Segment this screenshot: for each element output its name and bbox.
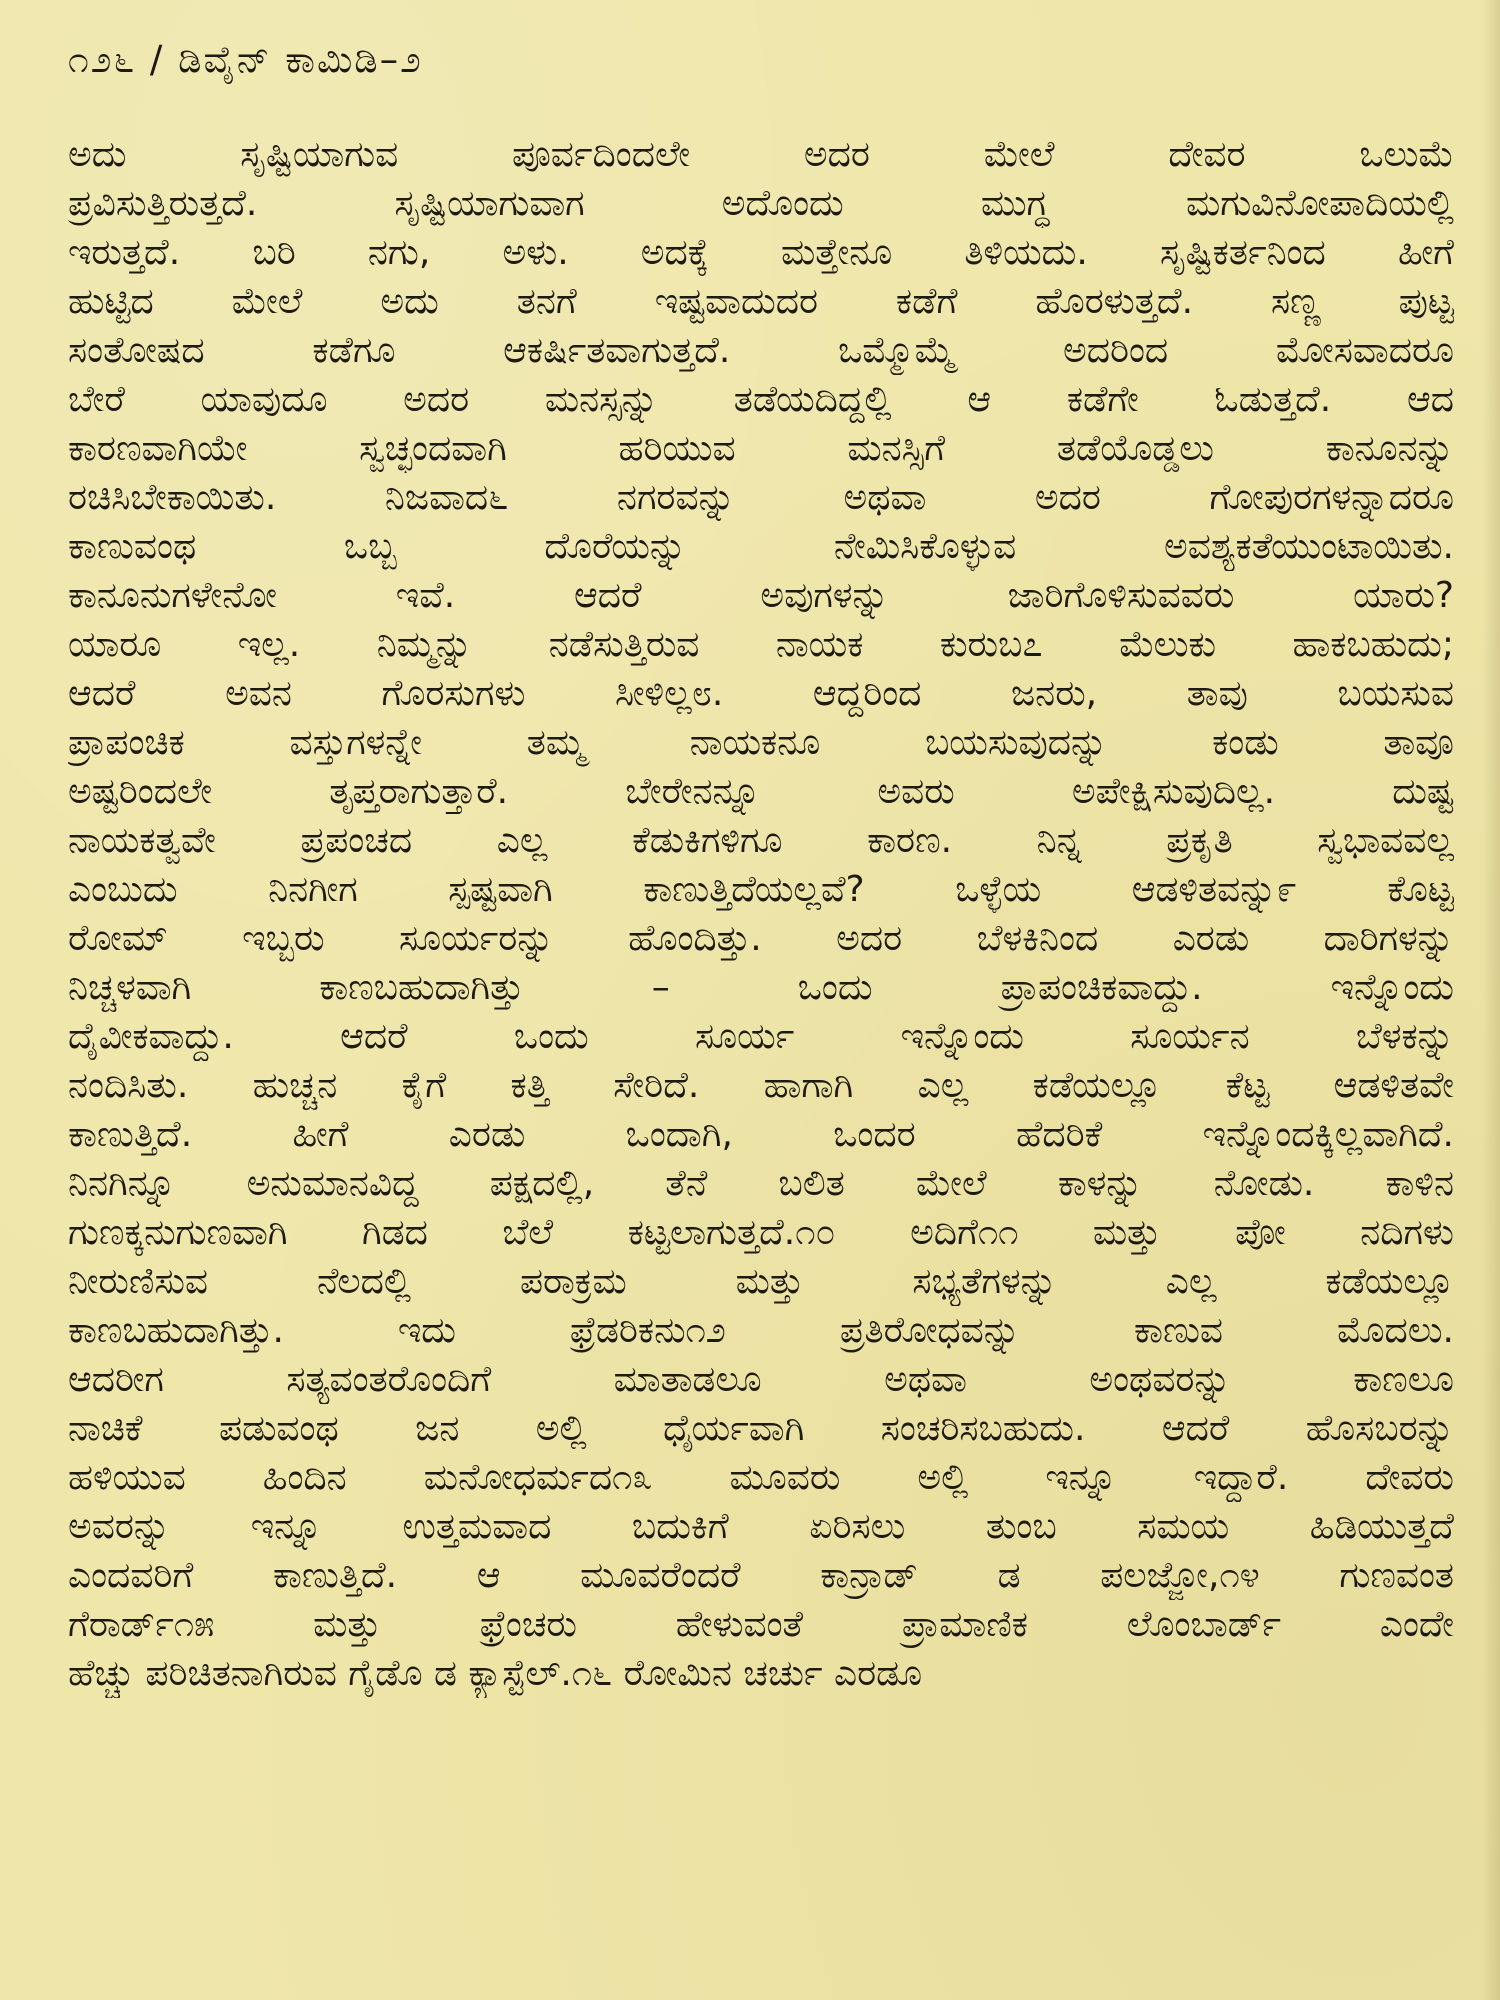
text-line: ಕಾರಣವಾಗಿಯೇ ಸ್ವಚ್ಛಂದವಾಗಿ ಹರಿಯುವ ಮನಸ್ಸಿಗೆ ತಡೆಯೊಡ್ಡಲು ಕಾನೂನನ್ನು bbox=[68, 428, 1454, 469]
text-line: ಹಳಿಯುವ ಹಿಂದಿನ ಮನೋಧರ್ಮದ೧೩ ಮೂವರು ಅಲ್ಲಿ ಇನ್ನೂ ಇದ್ದಾರೆ. ದೇವರು bbox=[68, 1457, 1454, 1498]
text-line: ಹುಟ್ಟಿದ ಮೇಲೆ ಅದು ತನಗೆ ಇಷ್ಟವಾದುದರ ಕಡೆಗೆ ಹೊರಳುತ್ತದೆ. ಸಣ್ಣ ಪುಟ್ಟ bbox=[68, 281, 1454, 322]
text-line: ನೀರುಣಿಸುವ ನೆಲದಲ್ಲಿ ಪರಾಕ್ರಮ ಮತ್ತು ಸಭ್ಯತೆಗಳನ್ನು ಎಲ್ಲ ಕಡೆಯಲ್ಲೂ bbox=[68, 1261, 1454, 1302]
text-line: ನಾಯಕತ್ವವೇ ಪ್ರಪಂಚದ ಎಲ್ಲ ಕೆಡುಕಿಗಳಿಗೂ ಕಾರಣ. ನಿನ್ನ ಪ್ರಕೃತಿ ಸ್ವಭಾವವಲ್ಲ bbox=[68, 820, 1454, 861]
text-line: ಗುಣಕ್ಕನುಗುಣವಾಗಿ ಗಿಡದ ಬೆಲೆ ಕಟ್ಟಲಾಗುತ್ತದೆ.೧೦ ಅದಿಗೆ೧೧ ಮತ್ತು ಪೋ ನದಿಗಳು bbox=[68, 1212, 1454, 1253]
text-line: ನಂದಿಸಿತು. ಹುಚ್ಚನ ಕೈಗೆ ಕತ್ತಿ ಸೇರಿದೆ. ಹಾಗಾಗಿ ಎಲ್ಲ ಕಡೆಯಲ್ಲೂ ಕೆಟ್ಟ ಆಡಳಿತವೇ bbox=[68, 1065, 1454, 1106]
text-line: ನಾಚಿಕೆ ಪಡುವಂಥ ಜನ ಅಲ್ಲಿ ಧೈರ್ಯವಾಗಿ ಸಂಚರಿಸಬಹುದು. ಆದರೆ ಹೊಸಬರನ್ನು bbox=[68, 1408, 1454, 1449]
text-line: ಆದರೀಗ ಸತ್ಯವಂತರೊಂದಿಗೆ ಮಾತಾಡಲೂ ಅಥವಾ ಅಂಥವರನ್ನು ಕಾಣಲೂ bbox=[68, 1359, 1454, 1400]
body-text bbox=[68, 130, 1454, 1698]
text-line: ಪ್ರಾಪಂಚಿಕ ವಸ್ತುಗಳನ್ನೇ ತಮ್ಮ ನಾಯಕನೂ ಬಯಸುವುದನ್ನು ಕಂಡು ತಾವೂ bbox=[68, 722, 1454, 763]
text-line: ಬೇರೆ ಯಾವುದೂ ಅದರ ಮನಸ್ಸನ್ನು ತಡೆಯದಿದ್ದಲ್ಲಿ ಆ ಕಡೆಗೇ ಓಡುತ್ತದೆ. ಆದ bbox=[68, 379, 1454, 420]
text-line: ಸಂತೋಷದ ಕಡೆಗೂ ಆಕರ್ಷಿತವಾಗುತ್ತದೆ. ಒಮ್ಮೊಮ್ಮೆ ಅದರಿಂದ ಮೋಸವಾದರೂ bbox=[68, 330, 1454, 371]
text-line: ಆದರೆ ಅವನ ಗೊರಸುಗಳು ಸೀಳಿಲ್ಲ೮. ಆದ್ದರಿಂದ ಜನರು, ತಾವು ಬಯಸುವ bbox=[68, 673, 1454, 714]
text-line: ಹೆಚ್ಚು ಪರಿಚಿತನಾಗಿರುವ ಗೈಡೊ ಡ ಕ್ಯಾಸ್ಟೆಲ್.೧೬ ರೋಮಿನ ಚರ್ಚು ಎರಡೂ bbox=[68, 1653, 923, 1694]
text-line: ನಿನಗಿನ್ನೂ ಅನುಮಾನವಿದ್ದ ಪಕ್ಷದಲ್ಲಿ, ತೆನೆ ಬಲಿತ ಮೇಲೆ ಕಾಳನ್ನು ನೋಡು. ಕಾಳಿನ bbox=[68, 1163, 1454, 1204]
text-line: ಎಂಬುದು ನಿನಗೀಗ ಸ್ಪಷ್ಟವಾಗಿ ಕಾಣುತ್ತಿದೆಯಲ್ಲವೆ? ಒಳ್ಳೆಯ ಆಡಳಿತವನ್ನು೯ ಕೊಟ್ಟ bbox=[68, 869, 1454, 910]
text-line: ಕಾಣಬಹುದಾಗಿತ್ತು. ಇದು ಫ್ರೆಡರಿಕನು೧೨ ಪ್ರತಿರೋಧವನ್ನು ಕಾಣುವ ಮೊದಲು. bbox=[68, 1310, 1454, 1351]
text-line: ದೈವೀಕವಾದ್ದು. ಆದರೆ ಒಂದು ಸೂರ್ಯ ಇನ್ನೊಂದು ಸೂರ್ಯನ ಬೆಳಕನ್ನು bbox=[68, 1016, 1454, 1057]
text-line: ರೋಮ್ ಇಬ್ಬರು ಸೂರ್ಯರನ್ನು ಹೊಂದಿತ್ತು. ಅದರ ಬೆಳಕಿನಿಂದ ಎರಡು ದಾರಿಗಳನ್ನು bbox=[68, 918, 1454, 959]
text-line: ರಚಿಸಿಬೇಕಾಯಿತು. ನಿಜವಾದ೬ ನಗರವನ್ನು ಅಥವಾ ಅದರ ಗೋಪುರಗಳನ್ನಾದರೂ bbox=[68, 477, 1454, 518]
text-line: ಕಾಣುತ್ತಿದೆ. ಹೀಗೆ ಎರಡು ಒಂದಾಗಿ, ಒಂದರ ಹೆದರಿಕೆ ಇನ್ನೊಂದಕ್ಕಿಲ್ಲವಾಗಿದೆ. bbox=[68, 1114, 1454, 1155]
text-line: ನಿಚ್ಚಳವಾಗಿ ಕಾಣಬಹುದಾಗಿತ್ತು – ಒಂದು ಪ್ರಾಪಂಚಿಕವಾದ್ದು. ಇನ್ನೊಂದು bbox=[68, 967, 1454, 1008]
text-line: ಕಾಣುವಂಥ ಒಬ್ಬ ದೊರೆಯನ್ನು ನೇಮಿಸಿಕೊಳ್ಳುವ ಅವಶ್ಯಕತೆಯುಂಟಾಯಿತು. bbox=[68, 526, 1454, 567]
text-line: ಕಾನೂನುಗಳೇನೋ ಇವೆ. ಆದರೆ ಅವುಗಳನ್ನು ಜಾರಿಗೊಳಿಸುವವರು ಯಾರು? bbox=[68, 575, 1454, 616]
text-line: ಅದು ಸೃಷ್ಟಿಯಾಗುವ ಪೂರ್ವದಿಂದಲೇ ಅದರ ಮೇಲೆ ದೇವರ ಒಲುಮೆ bbox=[68, 134, 1454, 175]
text-line: ಅಷ್ಟರಿಂದಲೇ ತೃಪ್ತರಾಗುತ್ತಾರೆ. ಬೇರೇನನ್ನೂ ಅವರು ಅಪೇಕ್ಷಿಸುವುದಿಲ್ಲ. ದುಷ್ಟ bbox=[68, 771, 1454, 812]
text-line: ಗೆರಾರ್ಡ್೧೫ ಮತ್ತು ಫ್ರೆಂಚರು ಹೇಳುವಂತೆ ಪ್ರಾಮಾಣಿಕ ಲೊಂಬಾರ್ಡ್ ಎಂದೇ bbox=[68, 1604, 1454, 1645]
text-line: ಯಾರೂ ಇಲ್ಲ. ನಿಮ್ಮನ್ನು ನಡೆಸುತ್ತಿರುವ ನಾಯಕ ಕುರುಬ೭ ಮೆಲುಕು ಹಾಕಬಹುದು; bbox=[68, 624, 1454, 665]
text-line: ಎಂದವರಿಗೆ ಕಾಣುತ್ತಿದೆ. ಆ ಮೂವರೆಂದರೆ ಕಾನ್ರಾಡ್ ಡ ಪಲಜ್ಜೋ,೧೪ ಗುಣವಂತ bbox=[68, 1555, 1454, 1596]
running-head: ೧೨೬ / ಡಿವೈನ್ ಕಾಮಿಡಿ–೨ bbox=[68, 38, 423, 81]
text-line: ಅವರನ್ನು ಇನ್ನೂ ಉತ್ತಮವಾದ ಬದುಕಿಗೆ ಏರಿಸಲು ತುಂಬ ಸಮಯ ಹಿಡಿಯುತ್ತದೆ bbox=[68, 1506, 1454, 1547]
text-line: ಪ್ರವಿಸುತ್ತಿರುತ್ತದೆ. ಸೃಷ್ಟಿಯಾಗುವಾಗ ಅದೊಂದು ಮುಗ್ಧ ಮಗುವಿನೋಪಾದಿಯಲ್ಲಿ bbox=[68, 183, 1454, 224]
text-line: ಇರುತ್ತದೆ. ಬರಿ ನಗು, ಅಳು. ಅದಕ್ಕೆ ಮತ್ತೇನೂ ತಿಳಿಯದು. ಸೃಷ್ಟಿಕರ್ತನಿಂದ ಹೀಗೆ bbox=[68, 232, 1454, 273]
